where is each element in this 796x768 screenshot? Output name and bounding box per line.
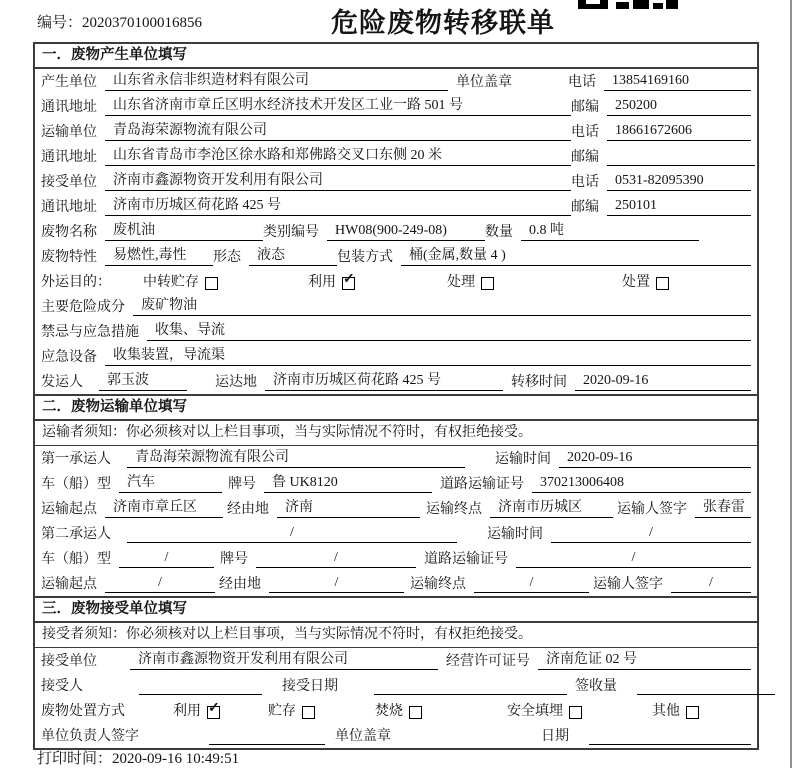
form-row xyxy=(35,119,757,144)
spacer xyxy=(448,93,456,94)
spacer xyxy=(582,722,652,723)
checkbox-item xyxy=(173,703,220,723)
checkbox xyxy=(686,706,699,719)
field-value: / xyxy=(256,549,416,568)
static-text: 单位盖章 xyxy=(335,729,391,744)
field-label: 运输终点 xyxy=(410,577,466,592)
spacer xyxy=(262,697,282,698)
qr-block-icon xyxy=(653,3,663,9)
field-label: 车（船）型 xyxy=(41,552,111,567)
spacer xyxy=(119,293,143,294)
spacer xyxy=(512,93,568,94)
field-value: 郭玉波 xyxy=(99,372,187,391)
form-row xyxy=(35,521,757,546)
field-label: 运输时间 xyxy=(487,527,543,542)
spacer xyxy=(416,570,424,571)
checkbox-item xyxy=(652,703,699,723)
form-row xyxy=(35,471,757,496)
field-value: 桶(金属,数量 4 ) xyxy=(401,247,751,266)
field-value: 废矿物油 xyxy=(133,297,751,316)
field-label: 外运目的： xyxy=(41,275,111,290)
form-row xyxy=(35,344,757,369)
field-label: 运输起点 xyxy=(41,502,97,517)
field-label: 运输单位 xyxy=(41,125,97,140)
checkbox xyxy=(569,706,582,719)
field-label: 废物名称 xyxy=(41,225,97,240)
form-section-1 xyxy=(35,44,757,394)
form-row xyxy=(35,144,757,169)
form-row xyxy=(35,269,757,294)
checkbox-item xyxy=(268,703,315,723)
field-label: 运输人签字 xyxy=(617,502,687,517)
field-value: 青岛海荣源物流有限公司 xyxy=(105,122,571,141)
field-label: 邮编 xyxy=(571,150,599,165)
form-row xyxy=(35,219,757,244)
field-value: 鲁 UK8120 xyxy=(264,474,432,493)
form-row xyxy=(35,94,757,119)
field-value: 济南市历城区荷花路 425 号 xyxy=(265,372,503,391)
field-value: 收集、导流 xyxy=(147,322,751,341)
field-label: 通讯地址 xyxy=(41,200,97,215)
field-label: 废物处置方式 xyxy=(41,704,125,719)
field-value: 山东省青岛市李沧区徐水路和郑佛路交叉口东侧 20 米 xyxy=(105,147,571,166)
field-value: 易燃性,毒性 xyxy=(105,247,213,266)
spacer xyxy=(218,293,308,294)
field-value: 2020-09-16 xyxy=(559,449,751,468)
spacer xyxy=(613,520,617,521)
checkbox-item xyxy=(622,274,669,294)
spacer xyxy=(391,747,541,748)
field-value: / xyxy=(474,574,589,593)
field-label: 电话 xyxy=(571,125,599,140)
form-row xyxy=(35,546,757,571)
static-text: 单位盖章 xyxy=(456,75,512,90)
field-label: 单位负责人签字 xyxy=(41,729,139,744)
field-value: 370213006408 xyxy=(532,474,751,493)
form-row xyxy=(35,369,757,394)
form-section-3 xyxy=(35,596,757,748)
field-label: 接受单位 xyxy=(41,654,97,669)
field-label: 应急设备 xyxy=(41,350,97,365)
checkbox-item xyxy=(375,703,422,723)
field-label: 接受单位 xyxy=(41,175,97,190)
checkbox xyxy=(409,706,422,719)
print-time xyxy=(37,747,239,768)
checkbox xyxy=(302,706,315,719)
field-label: 产生单位 xyxy=(41,75,97,90)
spacer xyxy=(465,470,495,471)
field-value: 青岛海荣源物流有限公司 xyxy=(127,449,465,468)
field-label: 邮编 xyxy=(571,100,599,115)
checkbox-item xyxy=(447,274,494,294)
field-value: 山东省永信非织造材料有限公司 xyxy=(105,72,448,91)
checkbox-label: 其他 xyxy=(652,704,680,719)
form-row xyxy=(35,194,757,219)
spacer xyxy=(214,570,220,571)
form-row xyxy=(35,723,757,748)
spacer xyxy=(422,722,507,723)
spacer xyxy=(494,293,622,294)
field-value: 18661672606 xyxy=(607,122,751,141)
serial-number xyxy=(37,11,202,32)
field-value: 济南 xyxy=(277,499,420,518)
qr-block-icon xyxy=(666,0,678,9)
section-title: 三．废物接受单位填写 xyxy=(35,598,757,623)
field-value: / xyxy=(269,574,404,593)
field-value: / xyxy=(127,524,457,543)
checkbox-label: 处置 xyxy=(622,275,650,290)
checkbox-item xyxy=(507,703,582,723)
field-value: / xyxy=(516,549,751,568)
qr-block-icon xyxy=(586,0,600,4)
field-label: 通讯地址 xyxy=(41,100,97,115)
checkbox-label: 中转贮存 xyxy=(143,275,199,290)
field-value: HW08(900-249-08) xyxy=(327,222,485,241)
print-time-value: 2020-09-16 10:49:51 xyxy=(112,751,240,767)
section-title: 一．废物产生单位填写 xyxy=(35,44,757,69)
form-row xyxy=(35,294,757,319)
field-label: 运输起点 xyxy=(41,577,97,592)
field-label: 道路运输证号 xyxy=(440,477,524,492)
spacer xyxy=(420,520,426,521)
field-label: 发运人 xyxy=(41,375,83,390)
form-row xyxy=(35,673,757,698)
field-label: 电话 xyxy=(571,175,599,190)
check-icon: ✓ xyxy=(343,272,355,287)
field-label: 经由地 xyxy=(227,502,269,517)
checkbox xyxy=(205,277,218,290)
spacer xyxy=(215,595,219,596)
serial-label: 编号： xyxy=(37,15,83,31)
checkbox-label: 利用 xyxy=(173,704,201,719)
field-label: 通讯地址 xyxy=(41,150,97,165)
page-edge-line xyxy=(790,0,792,768)
section-title: 二．废物运输单位填写 xyxy=(35,396,757,421)
field-value: 济南市历城区 xyxy=(490,499,613,518)
field-label: 包装方式 xyxy=(337,250,393,265)
field-label: 邮编 xyxy=(571,200,599,215)
serial-value: 2020370100016856 xyxy=(82,15,203,31)
field-value: 汽车 xyxy=(119,474,222,493)
form-row xyxy=(35,169,757,194)
field-label: 转移时间 xyxy=(511,375,567,390)
checkbox-label: 贮存 xyxy=(268,704,296,719)
spacer xyxy=(355,293,447,294)
spacer xyxy=(223,520,227,521)
checkbox-label: 焚烧 xyxy=(375,704,403,719)
field-value: 济南危证 02 号 xyxy=(538,651,751,670)
spacer xyxy=(432,495,440,496)
field-label: 经营许可证号 xyxy=(446,654,530,669)
field-label: 运输人签字 xyxy=(593,577,663,592)
field-label: 第一承运人 xyxy=(41,452,111,467)
field-value: 2020-09-16 xyxy=(575,372,751,391)
section-notice: 运输者须知：你必须核对以上栏目事项，当与实际情况不符时，有权拒绝接受。 xyxy=(35,421,757,446)
field-label: 接受人 xyxy=(41,679,83,694)
field-label: 车（船）型 xyxy=(41,477,111,492)
checkbox xyxy=(656,277,669,290)
manifest-form xyxy=(33,42,759,750)
spacer xyxy=(220,722,268,723)
field-value: 济南市鑫源物资开发利用有限公司 xyxy=(130,651,438,670)
field-label: 电话 xyxy=(568,75,596,90)
spacer xyxy=(625,697,637,698)
check-icon: ✓ xyxy=(208,701,220,716)
spacer xyxy=(589,595,593,596)
spacer xyxy=(315,722,375,723)
checkbox-checked xyxy=(207,701,220,719)
form-row xyxy=(35,648,757,673)
checkbox-label: 处理 xyxy=(447,275,475,290)
field-label: 数量 xyxy=(485,225,513,240)
spacer xyxy=(187,393,215,394)
checkbox-checked xyxy=(342,272,355,290)
spacer xyxy=(346,697,374,698)
spacer xyxy=(133,722,173,723)
field-value xyxy=(637,676,775,695)
field-label: 禁忌与应急措施 xyxy=(41,325,139,340)
checkbox-label: 安全填埋 xyxy=(507,704,563,719)
spacer xyxy=(567,697,575,698)
spacer xyxy=(503,393,511,394)
field-value: 250200 xyxy=(607,97,751,116)
checkbox-label: 利用 xyxy=(308,275,336,290)
field-value: / xyxy=(105,574,215,593)
field-label: 道路运输证号 xyxy=(424,552,508,567)
form-row xyxy=(35,698,757,723)
field-value: 济南市鑫源物资开发利用有限公司 xyxy=(105,172,571,191)
spacer xyxy=(325,747,335,748)
field-value xyxy=(607,147,755,166)
field-label: 日期 xyxy=(541,729,569,744)
spacer xyxy=(577,747,589,748)
spacer xyxy=(222,495,228,496)
checkbox-item xyxy=(143,274,218,294)
print-time-label: 打印时间： xyxy=(37,751,113,767)
qr-block-icon xyxy=(616,2,629,9)
field-value: 济南市章丘区 xyxy=(105,499,223,518)
spacer xyxy=(404,595,410,596)
spacer xyxy=(457,545,487,546)
field-label: 运达地 xyxy=(215,375,257,390)
qr-block-icon xyxy=(633,0,649,9)
field-label: 牌号 xyxy=(220,552,248,567)
field-label: 形态 xyxy=(213,250,241,265)
field-value: 济南市历城区荷花路 425 号 xyxy=(105,197,571,216)
field-value: 250101 xyxy=(607,197,751,216)
field-value: 收集装置，导流渠 xyxy=(105,347,751,366)
form-row xyxy=(35,69,757,94)
field-label: 经由地 xyxy=(219,577,261,592)
field-value xyxy=(209,726,325,745)
checkbox-item xyxy=(308,274,355,294)
field-value: / xyxy=(119,549,214,568)
field-value: / xyxy=(551,524,751,543)
spacer xyxy=(91,393,99,394)
section-notice: 接受者须知：你必须核对以上栏目事项，当与实际情况不符时，有权拒绝接受。 xyxy=(35,623,757,648)
form-row xyxy=(35,571,757,596)
spacer xyxy=(438,672,446,673)
field-label: 第二承运人 xyxy=(41,527,111,542)
form-row xyxy=(35,319,757,344)
spacer xyxy=(91,697,139,698)
field-value: 液态 xyxy=(249,247,337,266)
field-value: 废机油 xyxy=(105,222,263,241)
field-label: 签收量 xyxy=(575,679,617,694)
checkbox xyxy=(481,277,494,290)
field-label: 牌号 xyxy=(228,477,256,492)
field-value xyxy=(139,676,262,695)
field-label: 运输终点 xyxy=(426,502,482,517)
form-row xyxy=(35,496,757,521)
field-label: 类别编号 xyxy=(263,225,319,240)
field-label: 运输时间 xyxy=(495,452,551,467)
field-label: 主要危险成分 xyxy=(41,300,125,315)
field-value: 13854169160 xyxy=(604,72,751,91)
field-value: 山东省济南市章丘区明水经济技术开发区工业一路 501 号 xyxy=(105,97,571,116)
spacer xyxy=(119,470,127,471)
form-row xyxy=(35,244,757,269)
field-value xyxy=(589,726,751,745)
field-value xyxy=(374,676,567,695)
page-title: 危险废物转移联单 xyxy=(331,8,555,38)
spacer xyxy=(105,672,130,673)
field-value: 0531-82095390 xyxy=(607,172,751,191)
field-value: 0.8 吨 xyxy=(521,222,699,241)
field-value: / xyxy=(671,574,751,593)
form-section-2 xyxy=(35,394,757,596)
form-row xyxy=(35,446,757,471)
spacer xyxy=(119,545,127,546)
field-value: 张春雷 xyxy=(695,499,751,518)
field-label: 接受日期 xyxy=(282,679,338,694)
field-label: 废物特性 xyxy=(41,250,97,265)
